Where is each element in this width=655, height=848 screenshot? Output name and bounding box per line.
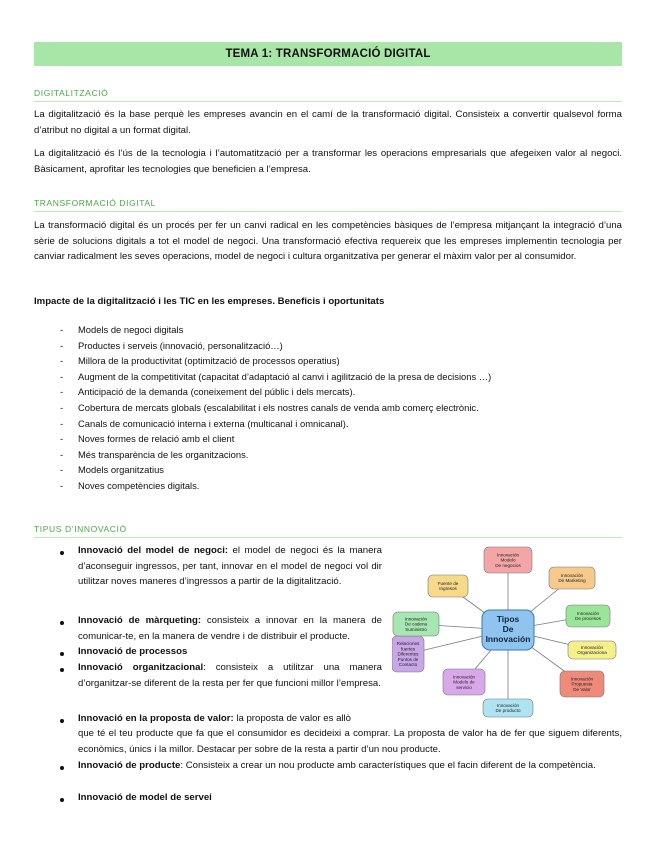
bullet-item: Innovació de processos	[78, 646, 188, 657]
diagram-node-label: Relaciones	[396, 641, 420, 647]
paragraph: La digitalització és l’ús de la tecnologia i l’automatització per a transformar les operacions empresarials que afegeixen valor al negoci. Bàsicament, aprofitar les tecnologies que beneficien a l’empresa.	[34, 148, 622, 175]
diagram-node-label: Innovación	[496, 552, 520, 558]
bullet-icon	[60, 766, 64, 770]
diagram-node	[484, 547, 532, 573]
diagram-node-label: Innovación	[576, 611, 600, 616]
diagram-node-label: Ingresos	[439, 586, 457, 592]
bullet-icon	[60, 798, 64, 802]
diagram-center-node	[482, 610, 534, 650]
diagram-node	[560, 671, 604, 697]
diagram-node-label: Puntos de	[397, 656, 419, 662]
diagram-node-label: Innovación	[580, 645, 604, 650]
diagram-node	[393, 612, 439, 636]
diagram-node-label: De Marketing	[558, 578, 586, 584]
diagram-center-label: Innovación	[485, 634, 531, 644]
list-item: - Augment de la competitivitat (capacitat d’adaptació al canvi i agilització de la presa de decisions …)	[60, 369, 491, 385]
section-heading-tipus: TIPUS D’INNOVACIÓ	[34, 524, 622, 538]
bullet-icon	[60, 652, 64, 656]
list-item: - Cobertura de mercats globals (escalabilitat i els nostres canals de venda amb comerç electrònic.	[60, 400, 491, 416]
diagram-node-label: De producto	[495, 708, 521, 714]
diagram-node-label: Innovación	[560, 573, 584, 578]
diagram-node-label: Innovación	[496, 703, 520, 708]
diagram-center-label: Tipos	[496, 614, 520, 624]
diagram-node	[566, 605, 610, 627]
bullet-item-continuation: que té el teu producte que fa que el consumidor es decideixi a comprar. La proposta de valor ha de fer que siguem diferents, econòmics, únics i la millor. Destacar per sobre de la resta a partir d’un nou producte.	[78, 728, 622, 755]
innovation-types-diagram	[392, 542, 642, 724]
diagram-node	[549, 567, 595, 589]
diagram-node-label: Diferentes	[397, 651, 419, 657]
diagram-node-label: De cadena	[404, 621, 428, 627]
paragraph: La transformació digital és un procés per fer un canvi radical en les competències bàsiques de l’empresa mitjançant la integració d’una sèrie de solucions digitals a tot el model de negoci. Una transformació efectiva requereix que les empreses implementin tecnologia per canviar radicalment les seves operacions, model de negoci i cultura organitzativa per generar el màxim valor per al consumidor.	[34, 220, 622, 263]
diagram-node-label: Organizaciona	[577, 650, 607, 656]
diagram-node-label: Innovación	[404, 616, 428, 622]
subheading-impacte: Impacte de la digitalització i les TIC en les empreses. Beneficis i oportunitats	[34, 296, 385, 307]
bullet-item: Innovació de màrqueting: consisteix a innovar en la manera de comunicar-te, en la manera de vendre i de distribuir el producte.	[78, 615, 382, 642]
page-title: TEMA 1: TRANSFORMACIÓ DIGITAL	[34, 42, 622, 66]
list-item: - Més transparència de les organitzacions.	[60, 447, 491, 463]
diagram-node-label: Modelo de	[453, 679, 475, 685]
bullet-item: Innovació organitzacional: consisteix a utilitzar una manera d’organitzar-se diferent de la resta per fer que funcioni millor l’empresa.	[78, 662, 383, 689]
bullet-icon	[60, 621, 64, 625]
diagram-svg	[392, 542, 642, 724]
list-item: - Canals de comunicació interna i externa (multicanal i omnicanal).	[60, 416, 491, 432]
diagram-node-label: Modelo	[500, 557, 516, 563]
diagram-node-label: Suministro	[405, 626, 427, 632]
diagram-node	[428, 575, 468, 597]
diagram-node	[392, 636, 424, 672]
diagram-center-label: De	[502, 624, 514, 634]
diagram-node-label: Innovación	[452, 674, 476, 680]
diagram-node-label: servicio	[456, 684, 472, 690]
bullet-item: Innovació del model de negoci: el model de negoci és la manera d’aconseguir ingressos, per tant, innovar en el model de negoci vol dir utilitzar noves maneres d’ingressos a partir de la digitalització.	[78, 545, 382, 588]
bullet-icon	[60, 719, 64, 723]
diagram-node-label: Contacto	[398, 662, 418, 667]
list-item: - Models de negoci digitals	[60, 322, 491, 338]
diagram-node-label: fuertes	[400, 646, 416, 652]
diagram-node	[443, 669, 485, 695]
list-item: - Productes i serveis (innovació, personalització…)	[60, 338, 491, 354]
benefits-list	[60, 322, 491, 494]
diagram-node-label: De negocios	[495, 562, 521, 568]
bullet-icon	[60, 551, 64, 555]
diagram-node	[568, 641, 616, 659]
list-item: - Millora de la productivitat (optimització de processos operatius)	[60, 353, 491, 369]
diagram-node-label: De Valor	[573, 686, 591, 692]
diagram-node-label: Propuesta	[571, 681, 593, 687]
list-item: - Models organitzatius	[60, 462, 491, 478]
diagram-node-label: Innovación	[570, 676, 594, 682]
list-item: - Noves competències digitals.	[60, 478, 491, 494]
list-item: - Anticipació de la demanda (coneixement del públic i dels mercats).	[60, 384, 491, 400]
section-heading-digitalitzacio: DIGITALITZACIÓ	[34, 88, 622, 102]
bullet-item: Innovació de producte: Consisteix a crear un nou producte amb característiques que el facin diferent de la competència.	[78, 760, 596, 771]
bullet-item: Innovació de model de servei	[78, 792, 212, 803]
list-item: - Noves formes de relació amb el client	[60, 431, 491, 447]
paragraph: La digitalització és la base perquè les empreses avancin en el camí de la transformació digital. Consisteix a convertir qualsevol forma d’atribut no digital a un format digital.	[34, 109, 622, 136]
section-heading-transformacio: TRANSFORMACIÓ DIGITAL	[34, 198, 622, 212]
bullet-item: Innovació en la proposta de valor: la proposta de valor es allò	[78, 713, 351, 724]
diagram-node-label: Fuente de	[437, 581, 459, 586]
diagram-node	[483, 699, 533, 717]
bullet-icon	[60, 668, 64, 672]
diagram-node-label: De procesos	[575, 616, 601, 622]
